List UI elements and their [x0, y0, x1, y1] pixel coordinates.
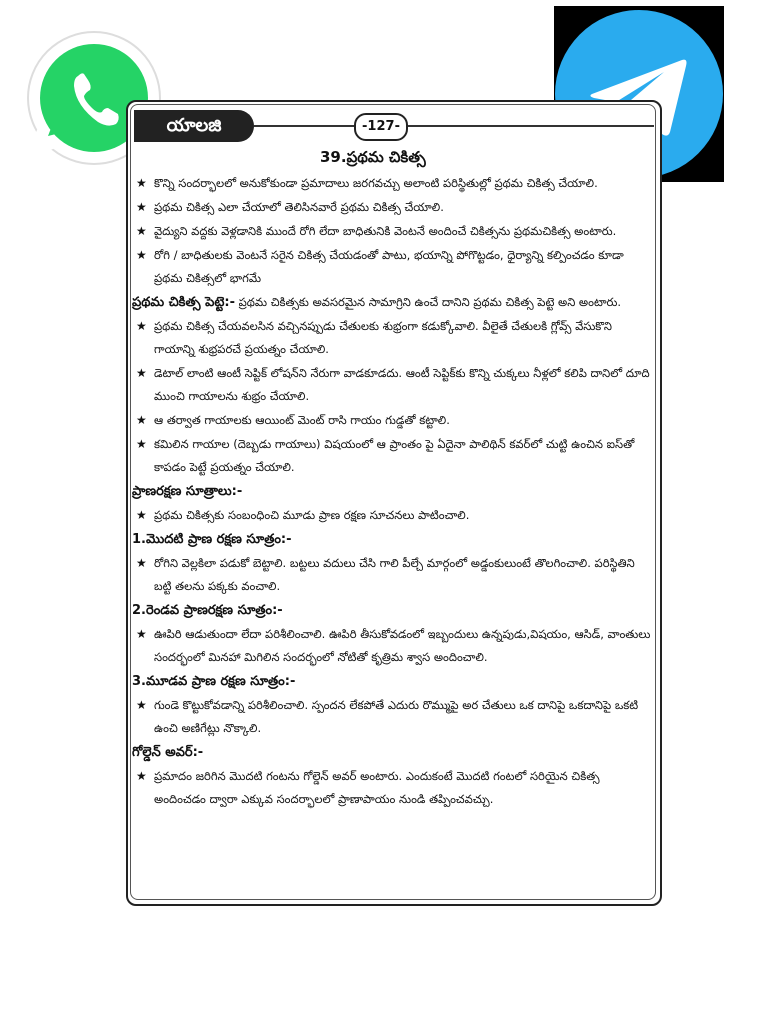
bullet-item — [132, 409, 652, 432]
first-aid-box-definition: ప్రథమ చికిత్సకు అవసరమైన సామాగ్రిని ఉంచే దానిని ప్రథమ చికిత్స పెట్టె అని అంటారు. — [238, 295, 621, 309]
bullet-text: కమిలిన గాయాల (దెబ్బడు గాయాలు) విషయంలో ఆ ప్రాంతం పై ఏదైనా పాలిథిన్ కవర్‌లో చుట్టి ఉంచిన ఐస్‌తో కాపడం పెట్టే ప్రయత్నం చేయాలి. — [154, 437, 635, 474]
star-bullet-icon: ★ — [136, 556, 147, 570]
bullet-item — [132, 433, 652, 479]
header-banner: యాలజి — [134, 110, 254, 142]
bullet-text: గుండె కొట్టుకోవడాన్ని పరిశీలించాలి. స్పందన లేకపోతే ఎదురు రొమ్ముపై అర చేతులు ఒక దానిపై ఒకదానిపై ఒకటి ఉంచి అణిగేట్లు నొక్కాలి. — [154, 698, 639, 735]
star-bullet-icon: ★ — [136, 366, 147, 380]
golden-hour-heading: గోల్డెన్ అవర్:- — [132, 745, 204, 760]
star-bullet-icon: ★ — [136, 176, 147, 190]
bullet-item — [132, 694, 652, 740]
bullet-text: ప్రమాదం జరిగిన మొదటి గంటను గోల్డెన్ అవర్ అంటారు. ఎందుకంటే మొదటి గంటలో సరియైన చికిత్స అందించడం ద్వారా ఎక్కువ సందర్భాలలో ప్రాణాపాయం నుండి తప్పించవచ్చు. — [154, 769, 600, 806]
star-bullet-icon: ★ — [136, 248, 147, 262]
bullet-item — [132, 172, 652, 195]
bullet-text: ప్రథమ చికిత్స చేయవలసిన వచ్చినప్పుడు చేతులకు శుభ్రంగా కడుక్కోవాలి. వీలైతే చేతులకి గ్లోవ్స్ వేసుకొని గాయాన్ని శుభ్రపరచే ప్రయత్నం చేయాలి. — [154, 319, 612, 356]
bullet-text: డెటాల్ లాంటి ఆంటీ సెప్టిక్ లోషన్‌ని నేరుగా వాడకూడదు. ఆంటీ సెప్టిక్‌కు కొన్ని చుక్కలు నీళ్లలో కలిపి దానిలో దూది ముంచి గాయాలను శుభ్రం చేయాలి. — [154, 366, 650, 403]
rule-2-heading: 2.రెండవ ప్రాణరక్షణ సూత్రం:- — [132, 603, 283, 618]
bullet-text: కొన్ని సందర్భాలలో అనుకోకుండా ప్రమాదాలు జరగవచ్చు అలాంటి పరిస్థితుల్లో ప్రథమ చికిత్స చేయాలి. — [154, 176, 598, 190]
page-content — [132, 172, 652, 812]
first-aid-box-section — [132, 291, 652, 314]
header-rule — [254, 125, 654, 127]
bullet-item — [132, 504, 652, 527]
bullet-item — [132, 220, 652, 243]
rule-3-heading: 3.మూడవ ప్రాణ రక్షణ సూత్రం:- — [132, 674, 296, 689]
bullet-item — [132, 244, 652, 290]
bullet-text: ఊపిరి ఆడుతుందా లేదా పరిశీలించాలి. ఊపిరి తీసుకోవడంలో ఇబ్బందులు ఉన్నపుడు,విషయం, ఆసిడ్, వాంతులు సందర్భంలో మినహా మిగిలిన సందర్భంలో నోటితో కృత్రిమ శ్వాస అందించాలి. — [154, 627, 651, 664]
first-aid-box-heading: ప్రథమ చికిత్స పెట్టె:- — [132, 295, 235, 310]
bullet-item — [132, 362, 652, 408]
star-bullet-icon: ★ — [136, 508, 147, 522]
rule-1-heading: 1.మొదటి ప్రాణ రక్షణ సూత్రం:- — [132, 532, 292, 547]
bullet-item — [132, 623, 652, 669]
star-bullet-icon: ★ — [136, 698, 147, 712]
life-saving-heading: ప్రాణరక్షణ సూత్రాలు:- — [132, 484, 243, 499]
bullet-text: ప్రథమ చికిత్స ఎలా చేయాలో తెలిసినవారే ప్రథమ చికిత్స చేయాలి. — [154, 200, 444, 214]
star-bullet-icon: ★ — [136, 437, 147, 451]
page-number: -127- — [354, 113, 408, 141]
star-bullet-icon: ★ — [136, 224, 147, 238]
bullet-text: ఆ తర్వాత గాయాలకు ఆయింట్ మెంట్ రాసి గాయం గుడ్డతో కట్టాలి. — [154, 413, 450, 427]
bullet-text: రోగి / బాధితులకు వెంటనే సరైన చికిత్స చేయడంతో పాటు, భయాన్ని పోగొట్టడం, ధైర్యాన్ని కల్పించడం కూడా ప్రథమ చికిత్సలో భాగమే — [154, 248, 624, 285]
bullet-text: రోగిని వెల్లకిలా పడుకో బెట్టాలి. బట్టలు వదులు చేసి గాలి పీల్చే మార్గంలో అడ్డంకులుంటే తొలగించాలి. పరిస్థితిని బట్టి తలను పక్కకు వంచాలి. — [154, 556, 635, 593]
bullet-text: ప్రథమ చికిత్సకు సంబంధించి మూడు ప్రాణ రక్షణ సూచనలు పాటించాలి. — [154, 508, 470, 522]
bullet-item — [132, 315, 652, 361]
star-bullet-icon: ★ — [136, 200, 147, 214]
star-bullet-icon: ★ — [136, 769, 147, 783]
bullet-item — [132, 552, 652, 598]
star-bullet-icon: ★ — [136, 413, 147, 427]
bullet-text: వైద్యుని వద్దకు వెళ్లడానికి ముందే రోగి లేదా బాధితునికి వెంటనే అందించే చికిత్సను ప్రథమచికిత్స అంటారు. — [154, 224, 617, 238]
bullet-item — [132, 196, 652, 219]
star-bullet-icon: ★ — [136, 627, 147, 641]
bullet-item — [132, 765, 652, 811]
star-bullet-icon: ★ — [136, 319, 147, 333]
chapter-title: 39.ప్రథమ చికిత్స — [320, 148, 426, 166]
